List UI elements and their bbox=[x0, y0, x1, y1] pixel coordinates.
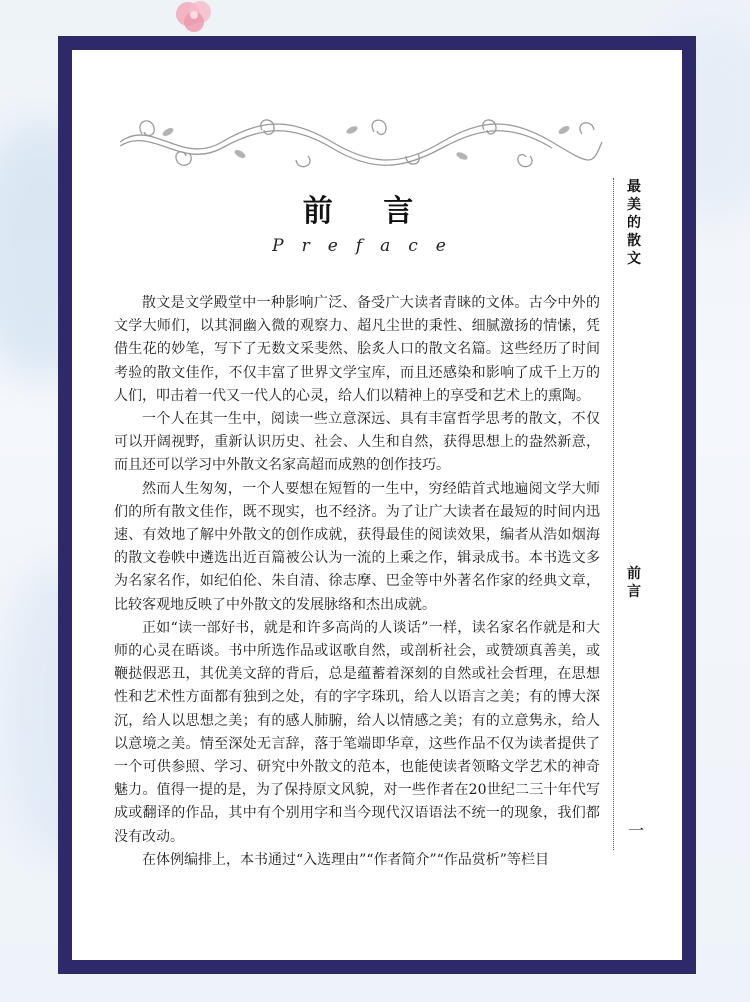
side-section-label: 前言 bbox=[624, 565, 644, 601]
side-book-title: 最美的散文 bbox=[624, 178, 644, 268]
preface-body bbox=[114, 292, 600, 872]
pink-flower-icon bbox=[170, 0, 220, 40]
page-subtitle: Preface bbox=[272, 236, 464, 256]
paragraph: 一个人在其一生中，阅读一些立意深远、具有丰富哲学思考的散文，不仅可以开阔视野，重新认识历史、社会、人生和自然，获得思想上的盎然新意，而且还可以学习中外散文名家高超而成熟的创作技巧。 bbox=[114, 411, 600, 474]
page-number: 一 bbox=[627, 821, 644, 840]
paragraph: 在体例编排上，本书通过“入选理由”“作者简介”“作品赏析”等栏目 bbox=[142, 851, 549, 868]
side-dotted-rule bbox=[613, 178, 614, 850]
page-title: 前 言 bbox=[302, 194, 434, 229]
paragraph: 然而人生匆匆，一个人要想在短暂的一生中，穷经皓首式地遍阅文学大师们的所有散文佳作，既不现实，也不经济。为了让广大读者在最短的时间内迅速、有效地了解中外散文的创作成就，获得最佳的阅读效果，编者从浩如烟海的散文卷帙中遴选出近百篇被公认为一流的上乘之作，辑录成书。本书选文多为名家名作，如纪伯伦、朱自清、徐志摩、巴金等中外著名作家的经典文章，比较客观地反映了中外散文的发展脉络和杰出成就。 bbox=[114, 480, 600, 613]
floral-vine-ornament-icon bbox=[112, 112, 608, 172]
paragraph: 散文是文学殿堂中一种影响广泛、备受广大读者青睐的文体。古今中外的文学大师们，以其洞幽入微的观察力、超凡尘世的秉性、细腻激扬的情愫，凭借生花的妙笔，写下了无数文采斐然、脍炙人口的散文名篇。这些经历了时间考验的散文佳作，不仅丰富了世界文学宝库，而且还感染和影响了成千上万的人们，叩击着一代又一代人的心灵，给人们以精神上的享受和艺术上的熏陶。 bbox=[114, 295, 600, 404]
paragraph: 正如“读一部好书，就是和许多高尚的人谈话”一样，读名家名作就是和大师的心灵在晤谈。书中所选作品或讴歌自然，或剖析社会，或赞颂真善美，或鞭挞假恶丑，其优美文辞的背后，总是蕴蓄着深刻的自然或社会哲理，在思想性和艺术性方面都有独到之处，有的字字珠玑，给人以语言之美；有的博大深沉，给人以思想之美；有的感人肺腑，给人以情感之美；有的立意隽永，给人以意境之美。情至深处无言辞，落于笔端即华章，这些作品不仅为读者提供了一个可供参照、学习、研究中外散文的范本，也能使读者领略文学艺术的神奇魅力。值得一提的是，为了保持原文风貌，对一些作者在20世纪二三十年代写成或翻译的作品，其中有个别用字和当今现代汉语语法不统一的现象，我们都没有改动。 bbox=[114, 619, 600, 845]
